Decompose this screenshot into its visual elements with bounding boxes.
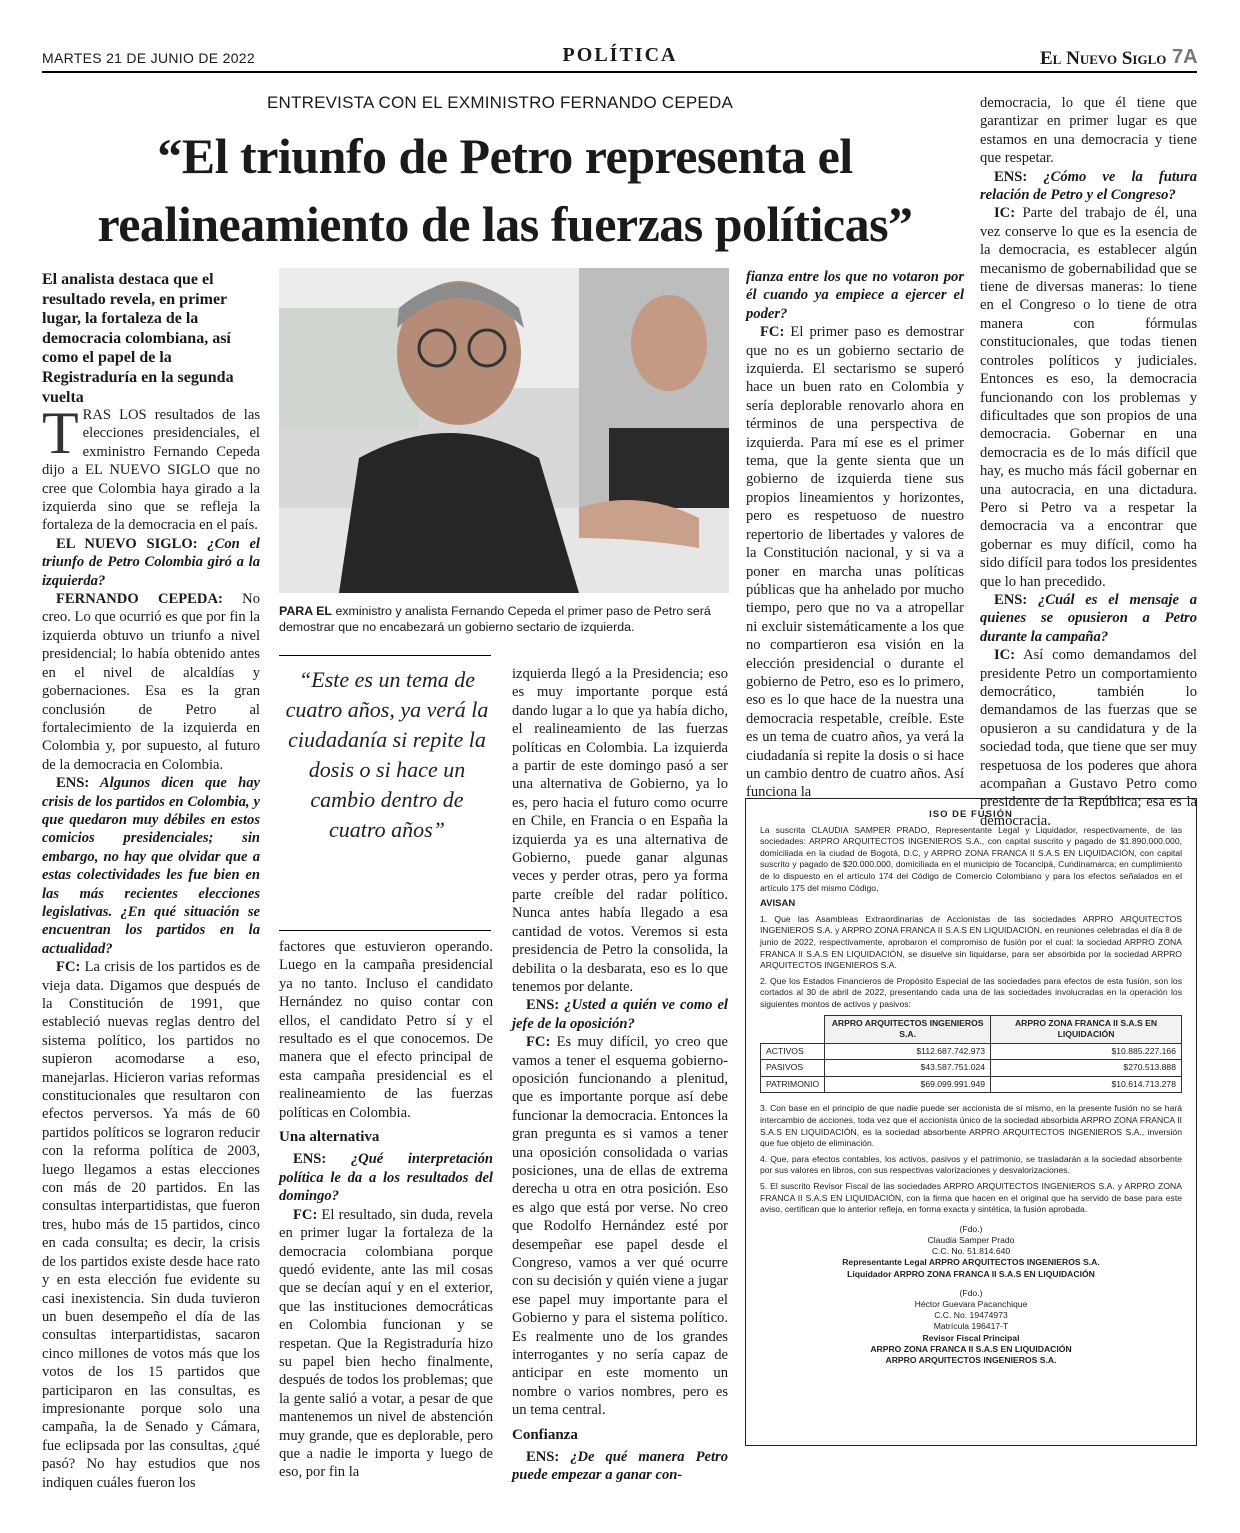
signer-role: Revisor Fiscal Principal xyxy=(922,1332,1020,1343)
article-column-5 xyxy=(980,94,1197,830)
opening-text: RAS LOS resultados de las elecciones presidenciales, el exministro Fernando Cepeda dijo a EL NUEVO SIGLO que no cree que Colombia haya girado a la izquierda sino que se refleja la fortaleza de la democracia en el país. xyxy=(42,407,260,534)
signature-fdo: (Fdo.) xyxy=(959,1223,983,1234)
notice-item-5: 5. El suscrito Revisor Fiscal de las sociedades ARPRO ARQUITECTOS INGENIEROS S.A. y ARPRO ZONA FRANCA II S.A.S EN LIQUIDACIÓN, con la firma que hacen en el original que ha servido de base para este aviso, certifican que lo anterior refleja, en forma exacta y sintética, la fusión aprobada. xyxy=(760,1181,1182,1215)
speaker-label: ENS: xyxy=(526,1449,560,1466)
answer-text: El primer paso es demostrar que no es un gobierno sectario de izquierda. El sectarismo se superó hace un buen rato en Colombia y sería deplorable renovarlo ahora en términos de una perspectiva de izquierda. Para mí ese es el primer tema, que la gente sienta que un gobierno de izquierda tiene sus propios lineamientos y horizontes, pero es respetuoso de nuestro repertorio de libertades y valores de la Constitución nacional, y si va a poner en marcha unas políticas públicas que ha anhelado por mucho tiempo, pero que no va a atropellar ni excluir sistemáticamente a los que no compartieron esa visión en la elección presidencial o durante el gobierno de Petro, eso es lo primero, eso es lo que hace de la nuestra una democracia respetable, creíble. Este es un tema de cuatro años, ya verá la ciudadanía si repite la dosis o si hace un cambio dentro de cuatro años. Así funciona la xyxy=(746,324,964,801)
table-cell: $43.587.751.024 xyxy=(825,1060,991,1077)
speaker-label: IC: xyxy=(994,205,1016,222)
question-text: ¿Usted a quién ve como el jefe de la oposición? xyxy=(512,997,728,1032)
signer-id: C.C. No. 51.814.640 xyxy=(931,1246,1011,1257)
answer-text: La crisis de los partidos es de vieja data. Digamos que después de la Constitución de 1991, que estableció nuevas reglas dentro del sistema político, los partidos no supieron acomodarse a eso, manejarlas. Hicieron varias reformas constitucionales que resultaron con efectos perversos. Ya más de 60 partidos políticos se lograron reducir con la reforma política de 2003, luego llegamos a estas elecciones con más de 20 partidos. En las consultas interpartidistas, que fueron tres, hubo más de 15 partidos, cinco en cada consulta; es decir, la crisis de los partidos existe desde hace rato y en esta elección fue evidente su casi inexistencia. Sin duda tuvieron un buen desempeño el día de las consultas interpartidistas, sacaron cinco millones de votos más que los votos de los 15 partidos que participaron en las consultas, es impresionante porque solo una campaña, la de Senado y Cámara, fue eclipsada por las consultas, ¿qué pasó? No hay estudios que nos indiquen cuáles fueron los xyxy=(42,959,260,1491)
financial-table xyxy=(760,1015,1182,1094)
speaker-label: ENS: xyxy=(526,997,560,1014)
page-number: 7A xyxy=(1172,46,1198,68)
pull-quote: “Este es un tema de cuatro años, ya verá la ciudadanía si repite la dosis o si hace un cambio dentro de cuatro años” xyxy=(285,667,489,842)
signer-company: ARPRO ARQUITECTOS INGENIEROS S.A. xyxy=(885,1355,1057,1366)
article-column-1 xyxy=(42,400,260,1492)
article-column-2 xyxy=(279,938,493,1482)
subheading: Una alternativa xyxy=(279,1129,380,1146)
row-label: ACTIVOS xyxy=(761,1043,825,1060)
table-cell: $112.687.742.973 xyxy=(825,1043,991,1060)
paragraph: izquierda llegó a la Presidencia; eso es muy importante porque está dando lugar a lo que ya había dicho, el realineamiento de las fuerzas políticas en Colombia. La izquierda a partir de este domingo pasó a ser una alternativa de Gobierno, ya lo es, pero hacia el futuro como ocurre en Chile, en Francia o en España la izquierda ya es una alternativa de Gobierno, puede ganar algunas veces y perder otras, pero ya forma parte creíble del radar político. Nunca antes había llegado a esa cantidad de votos. Veremos si esta presidencia de Petro la consolida, la debilita o la desbarata, eso es lo que tenemos por delante. xyxy=(512,666,728,995)
notice-item-1: 1. Que las Asambleas Extraordinarias de Accionistas de las sociedades ARPRO ARQUITECTOS INGENIEROS S.A. y ARPRO ZONA FRANCA II S.A.S EN LIQUIDACIÓN, en reuniones celebradas el día 8 de junio de 2022, respectivamente, aprobaron el compromiso de fusión por el cual: la sociedad ARPRO ZONA FRANCA II S.A.S EN LIQUIDACIÓN, se disuelve sin liquidarse, para ser absorbida por la sociedad ARPRO ARQUITECTOS INGENIEROS S.A. xyxy=(760,913,1182,971)
caption-lead-in: PARA EL xyxy=(279,604,333,618)
table-header-row xyxy=(761,1015,1182,1043)
signature-fdo: (Fdo.) xyxy=(959,1287,983,1298)
pull-quote-rule-top xyxy=(279,655,491,656)
speaker-label: FC: xyxy=(56,959,81,976)
answer-text: El resultado, sin duda, revela en primer lugar la fortaleza de la democracia colombiana porque quedó evidente, ante las mil cosas que se decían aquí y en el exterior, que las instituciones democráticas en Colombia funcionan y se respetan. Que la Registraduría hizo su papel bien hecho finalmente, después de todos los problemas; que la gente salió a votar, a pesar de que mantenemos un nivel de abstención muy grande, que es deplorable, pero que a nadie le importa y luego de eso, por fin la xyxy=(279,1206,493,1481)
answer xyxy=(512,1033,728,1420)
table-row xyxy=(761,1060,1182,1077)
answer xyxy=(279,1206,493,1482)
header-rule xyxy=(42,71,1197,73)
row-label: PASIVOS xyxy=(761,1060,825,1077)
opening-paragraph xyxy=(42,400,260,535)
table-cell: $270.513.888 xyxy=(991,1060,1182,1077)
speaker-label: ENS: xyxy=(994,591,1028,608)
question xyxy=(512,996,728,1033)
article-kicker: ENTREVISTA CON EL EXMINISTRO FERNANDO CEPEDA xyxy=(267,93,733,112)
speaker-label: EL NUEVO SIGLO: xyxy=(56,535,198,552)
speaker-label: FC: xyxy=(526,1034,551,1051)
signature-block-2 xyxy=(760,1288,1182,1366)
section-title: POLÍTICA xyxy=(562,44,678,66)
article-headline xyxy=(30,122,980,258)
issue-date: MARTES 21 DE JUNIO DE 2022 xyxy=(42,50,255,66)
answer-text: Así como demandamos del presidente Petro un comportamiento democrático, también lo demandamos de las fuerzas que se opusieron a su candidatura y de la sociedad toda, que tiene que ser muy respetuosa de los poderes que ahora acompañan a Gustavo Petro como presidente de la República; esa es la democracia. xyxy=(980,647,1197,829)
article-column-3 xyxy=(512,665,728,1485)
question-text: Algunos dicen que hay crisis de los partidos en Colombia, y que quedaron muy débiles en estos comicios presidenciales; sin embargo, no hay que olvidar que a estas colectividades les fue bien en las más recientes elecciones legislativas. ¿En qué situación se encuentran los partidos en la actualidad? xyxy=(42,775,260,957)
signer-role: Representante Legal ARPRO ARQUITECTOS INGENIEROS S.A. xyxy=(842,1257,1100,1268)
interview-photo xyxy=(279,268,729,593)
question xyxy=(980,168,1197,205)
question xyxy=(512,1448,728,1485)
row-label: PATRIMONIO xyxy=(761,1076,825,1093)
answer xyxy=(42,958,260,1492)
merger-notice xyxy=(745,798,1197,1446)
notice-item-3: 3. Con base en el principio de que nadie puede ser accionista de sí mismo, en la presente fusión no se hará intercambio de acciones, toda vez que el accionista único de la sociedad absorbida ARPRO ZONA FRANCA II S.A.S EN LIQUIDACIÓN, es la sociedad absorbente ARPRO ARQUITECTOS INGENIEROS S.A., inversión que fue objeto de eliminación. xyxy=(760,1103,1182,1149)
question-continued: fianza entre los que no votaron por él cuando ya empiece a ejercer el poder? xyxy=(746,269,964,322)
signer-name: Claudia Samper Prado xyxy=(927,1235,1015,1246)
answer xyxy=(980,204,1197,591)
table-corner xyxy=(761,1015,825,1043)
speaker-label: FERNANDO CEPEDA: xyxy=(56,591,223,608)
signer-id: C.C. No. 19474973 xyxy=(934,1310,1008,1321)
answer xyxy=(746,323,964,802)
article-lead: El analista destaca que el resultado revela, en primer lugar, la fortaleza de la democracia colombiana, así como el papel de la Registraduría en la segunda vuelta xyxy=(42,271,234,406)
notice-item-2: 2. Que los Estados Financieros de Propósito Especial de las sociedades para efectos de esta fusión, son los cortados al 30 de abril de 2022, presentando cada una de las sociedades involucradas en la operación los siguientes montos de activos y pasivos: xyxy=(760,975,1182,1009)
subheading: Confianza xyxy=(512,1426,578,1443)
table-row xyxy=(761,1076,1182,1093)
drop-cap: T xyxy=(42,400,79,466)
newspaper-name: El Nuevo Siglo xyxy=(1040,48,1167,69)
answer-text: Es muy difícil, yo creo que vamos a tener el esquema gobierno-oposición funcionando a plenitud, que es importante porque así debe funcionar la democracia. Entonces la gran pregunta es si vamos a tener una oposición consolidada o varias posiciones, una de ellas de extrema derecha u otra en otra posición. Eso es algo que está por verse. No creo que Rodolfo Hernández esté por desempeñar ese papel desde el Congreso, vamos a ver qué ocurre con su decisión y quién viene a jugar ese papel muy importante para el Gobierno y para el sistema político. Es realmente uno de los grandes interrogantes y no sería capaz de anticipar en este momento un nombre o varios nombres, pero es un tema central. xyxy=(512,1034,729,1419)
headline-line-1: “El triunfo de Petro representa el xyxy=(157,128,853,184)
paragraph: factores que estuvieron operando. Luego en la campaña presidencial ya no tanto. Incluso el candidato Hernández no quiso contar con ellos, el candidato Petro sí y el resultado es el que conocemos. De manera que el efecto principal de esta campaña presidencial es el realineamiento de las fuerzas políticas en Colombia. xyxy=(279,939,493,1121)
speaker-label: ENS: xyxy=(994,168,1028,185)
answer-text: Parte del trabajo de él, una vez conserve lo que es la esencia de la democracia, es establecer algún mecanismo de gobernabilidad que se tiene de diversas maneras: lo tiene en el Congreso o lo tiene de otra manera con fórmulas constitucionales, que todas tienen controles políticos y judiciales. Entonces es eso, la democracia funcionando con los problemas y dificultades que son propios de una democracia. Gobernar en una democracia es de lo más difícil que hay, es mucho más fácil gobernar en una autocracia, en una dictadura. Pero si Petro va a respetar la democracia va a encontrar que gobernar es muy difícil, como ha sido difícil para todos los presidentes que lo han precedido. xyxy=(980,205,1197,590)
article-column-4 xyxy=(746,268,964,802)
question-text: ¿De qué manera Petro puede empezar a ganar con- xyxy=(512,1449,728,1484)
table-row xyxy=(761,1043,1182,1060)
notice-avisan: AVISAN xyxy=(760,898,796,910)
signer-matricula: Matrícula 196417-T xyxy=(933,1321,1009,1332)
question xyxy=(279,1150,493,1205)
signer-company: ARPRO ZONA FRANCA II S.A.S EN LIQUIDACIÓN xyxy=(870,1343,1072,1354)
signer-role: Liquidador ARPRO ZONA FRANCA II S.A.S EN LIQUIDACIÓN xyxy=(847,1268,1095,1279)
notice-title: ISO DE FUSIÓN xyxy=(929,809,1013,820)
answer-text: No creo. Lo que ocurrió es que por fin la izquierda obtuvo un triunfo a nivel presidencial; lo había obtenido antes en el nivel de alcaldías y gobernaciones. Esa es la gran conclusión de Petro al fortalecimiento de la izquierda en Colombia y, por supuesto, al futuro de la democracia en Colombia. xyxy=(42,591,260,773)
question-text: ¿Cuál es el mensaje a quienes se opusieron a Petro durante la campaña? xyxy=(980,591,1197,645)
article-photo xyxy=(279,268,729,593)
question-text: ¿Cómo ve la futura relación de Petro y el Congreso? xyxy=(980,168,1197,204)
question-text: ¿Con el triunfo de Petro Colombia giró a la izquierda? xyxy=(42,535,260,589)
signer-name: Héctor Guevara Pacanchique xyxy=(914,1299,1028,1310)
table-cell: $69.099.991.949 xyxy=(825,1076,991,1093)
table-cell: $10.885.227.166 xyxy=(991,1043,1182,1060)
notice-intro: La suscrita CLAUDIA SAMPER PRADO, Representante Legal y Liquidador, respectivamente, de las sociedades: ARPRO ARQUITECTOS INGENIEROS S.A., con capital suscrito y pagado de $1.890.000.000, domiciliada en la ciudad de Bogotá, D.C, y ARPRO ZONA FRANCA II S.A.S EN LIQUIDACIÓN, con capital suscrito y pagado de $20.000.000, domiciliada en el municipio de Tocancipá, Cundinamarca; en cumplimiento de lo dispuesto en el artículo 174 del Código de Comercio Colombiano y para los efectos señalados en el artículo 175 del mismo Código, xyxy=(760,824,1182,893)
speaker-label: IC: xyxy=(994,647,1016,664)
answer xyxy=(42,590,260,774)
question xyxy=(980,591,1197,646)
signature-block-1 xyxy=(760,1224,1182,1280)
paragraph: democracia, lo que él tiene que garantizar en primer lugar es que estamos en una democracia y tiene que respetar. xyxy=(980,95,1197,167)
pull-quote-rule-bottom xyxy=(279,930,491,931)
table-cell: $10.614.713.278 xyxy=(991,1076,1182,1093)
speaker-label: FC: xyxy=(760,324,785,341)
question-text: ¿Qué interpretación política le da a los resultados del domingo? xyxy=(279,1151,493,1205)
speaker-label: ENS: xyxy=(293,1151,327,1168)
headline-line-2: realineamiento de las fuerzas políticas” xyxy=(97,196,913,252)
question xyxy=(42,774,260,958)
question xyxy=(42,535,260,590)
table-header: ARPRO ARQUITECTOS INGENIEROS S.A. xyxy=(825,1015,991,1043)
table-header: ARPRO ZONA FRANCA II S.A.S EN LIQUIDACIÓN xyxy=(991,1015,1182,1043)
speaker-label: ENS: xyxy=(56,775,90,792)
notice-item-4: 4. Que, para efectos contables, los activos, pasivos y el patrimonio, se trasladarán a la sociedad absorbente por sus valores en libros, con sus respectivas valorizaciones y desvalorizaciones. xyxy=(760,1153,1182,1176)
speaker-label: FC: xyxy=(293,1206,318,1223)
caption-text: exministro y analista Fernando Cepeda el primer paso de Petro será demostrar que no encabezará un gobierno sectario de izquierda. xyxy=(279,604,711,634)
photo-caption xyxy=(279,603,729,635)
